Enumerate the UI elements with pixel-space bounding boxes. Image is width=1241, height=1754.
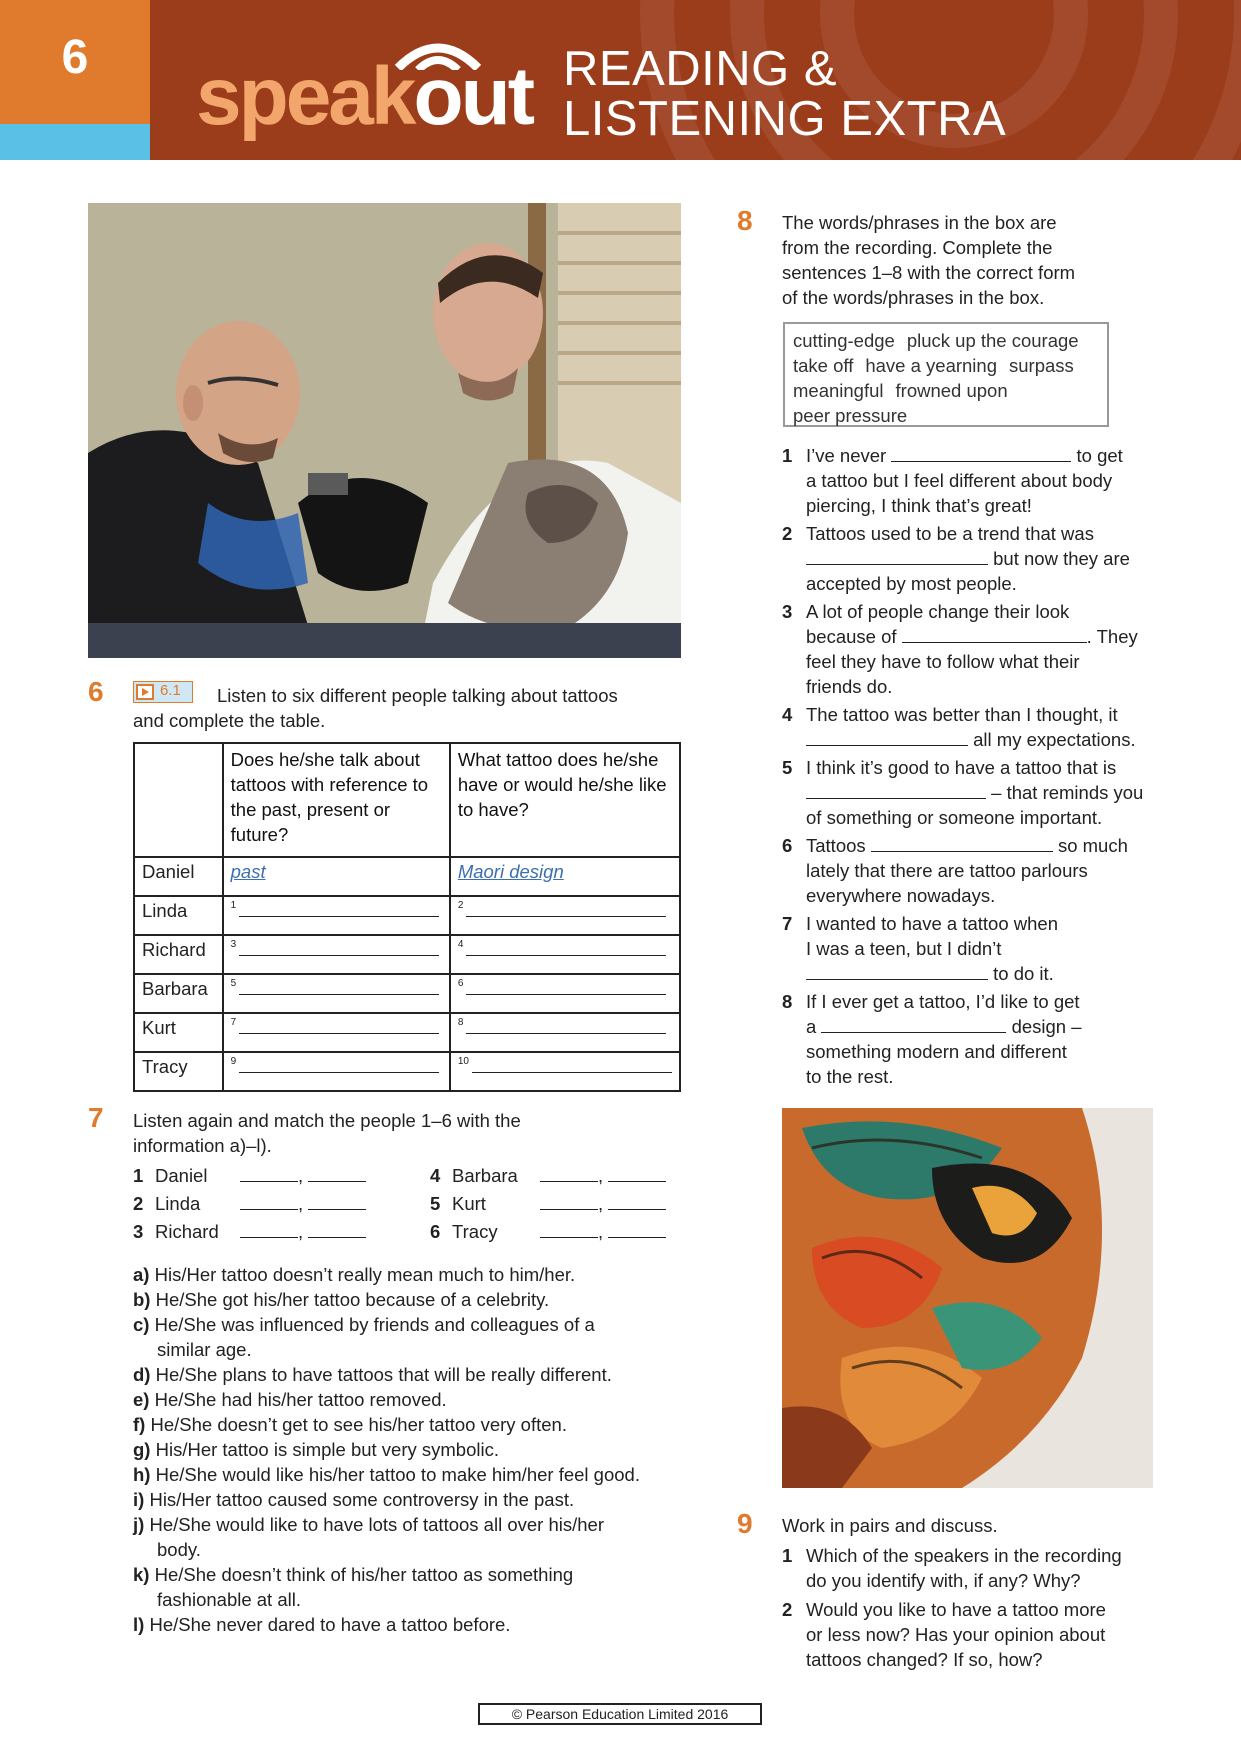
answer-blank[interactable]: [540, 1163, 598, 1182]
example-answer: Maori design: [457, 861, 564, 882]
box-word: cutting-edge: [793, 330, 895, 351]
answer-blank[interactable]: [308, 1163, 366, 1182]
copyright-footer: © Pearson Education Limited 2016: [478, 1703, 762, 1725]
column-header-time: Does he/she talk about tattoos with reference to the past, present or future?: [223, 743, 450, 857]
exercise-8-instruction: The words/phrases in the box are from the recording. Complete the sentences 1–8 with the correct form of the words/phrases in the box.: [782, 212, 1076, 308]
answer-blank[interactable]: [891, 445, 1071, 462]
answer-blank[interactable]: 8: [450, 1013, 680, 1052]
tattoo-sleeve-photo: [782, 1108, 1153, 1488]
table-row: [134, 857, 680, 896]
sentence-2: 2 Tattoos used to be a trend that was but now they are accepted by most people.: [782, 523, 1130, 594]
track-number: 6.1: [160, 682, 181, 699]
answer-blank[interactable]: 9: [223, 1052, 450, 1091]
answer-blank[interactable]: [806, 548, 988, 565]
exercise-6-table: [133, 742, 681, 1092]
list-item: b) He/She got his/her tattoo because of a celebrity.: [133, 1289, 550, 1310]
word-box: [783, 322, 1109, 427]
answer-blank[interactable]: [308, 1219, 366, 1238]
answer-blank[interactable]: 1: [223, 896, 450, 935]
discussion-question-1: 1 Which of the speakers in the recording do you identify with, if any? Why?: [782, 1545, 1122, 1591]
answer-blank[interactable]: [308, 1191, 366, 1210]
answer-blank[interactable]: [240, 1163, 298, 1182]
example-answer: past: [230, 861, 266, 882]
exercise-8-number: 8: [737, 205, 753, 236]
sentence-list: [782, 443, 1152, 1092]
table-row: [134, 1052, 680, 1091]
match-row: 4 Barbara ,: [430, 1162, 690, 1190]
table-row: [134, 974, 680, 1013]
answer-blank[interactable]: 7: [223, 1013, 450, 1052]
answer-blank[interactable]: [540, 1219, 598, 1238]
answer-blank[interactable]: [806, 729, 968, 746]
list-item: j) He/She would like to have lots of tattoos all over his/her body.: [133, 1514, 604, 1560]
sentence-3: 3 A lot of people change their look because of . They feel they have to follow what their friends do.: [782, 601, 1138, 697]
section-title: READING & LISTENING EXTRA: [563, 42, 1007, 146]
box-word: frowned upon: [895, 380, 1008, 401]
answer-blank[interactable]: [540, 1191, 598, 1210]
answer-blank[interactable]: [821, 1016, 1006, 1033]
tattoo-artist-photo: [88, 203, 681, 658]
person-name: Linda: [134, 896, 223, 935]
match-row: 3 Richard ,: [133, 1218, 393, 1246]
list-item: l) He/She never dared to have a tattoo before.: [133, 1614, 511, 1635]
answer-blank[interactable]: [806, 782, 986, 799]
answer-blank[interactable]: [608, 1191, 666, 1210]
exercise-9-number: 9: [737, 1508, 753, 1539]
box-word: peer pressure: [793, 405, 908, 426]
person-name: Kurt: [134, 1013, 223, 1052]
exercise-9-instruction: Work in pairs and discuss.: [782, 1515, 998, 1536]
match-row: 6 Tracy ,: [430, 1218, 690, 1246]
discussion-question-2: 2 Would you like to have a tattoo more or less now? Has your opinion about tattoos changed? If so, how?: [782, 1599, 1106, 1670]
play-icon: [136, 684, 154, 700]
match-list-right: [430, 1162, 690, 1246]
answer-blank[interactable]: [608, 1163, 666, 1182]
exercise-7-instruction: Listen again and match the people 1–6 with the: [133, 1110, 521, 1131]
box-word: meaningful: [793, 380, 884, 401]
table-row: [134, 1013, 680, 1052]
table-corner: [134, 743, 223, 857]
match-row: 2 Linda ,: [133, 1190, 393, 1218]
list-item: e) He/She had his/her tattoo removed.: [133, 1389, 447, 1410]
match-row: 5 Kurt ,: [430, 1190, 690, 1218]
table-row: [134, 935, 680, 974]
audio-track-badge[interactable]: [133, 681, 193, 703]
list-item: c) He/She was influenced by friends and colleagues of a similar age.: [133, 1314, 595, 1360]
list-item: k) He/She doesn’t think of his/her tattoo as something fashionable at all.: [133, 1564, 574, 1610]
speakout-logo: speakout: [196, 51, 532, 142]
information-list: [133, 1262, 693, 1637]
exercise-7-number: 7: [88, 1102, 104, 1133]
box-word: pluck up the courage: [906, 330, 1079, 351]
sentence-4: 4 The tattoo was better than I thought, it all my expectations.: [782, 704, 1136, 750]
person-name: Barbara: [134, 974, 223, 1013]
answer-blank[interactable]: [902, 626, 1087, 643]
sentence-1: 1 I’ve never to get a tattoo but I feel different about body piercing, I think that’s great!: [782, 445, 1123, 516]
exercise-6-number: 6: [88, 676, 104, 707]
table-header-row: [134, 743, 680, 857]
list-item: a) His/Her tattoo doesn’t really mean much to him/her.: [133, 1264, 576, 1285]
exercise-6-instruction-2: and complete the table.: [133, 710, 326, 731]
answer-blank[interactable]: 5: [223, 974, 450, 1013]
answer-blank[interactable]: 3: [223, 935, 450, 974]
unit-stripe: [0, 124, 150, 160]
box-word: take off: [793, 355, 854, 376]
unit-number: 6: [61, 31, 89, 84]
sentence-8: 8 If I ever get a tattoo, I’d like to get a design – something modern and different to the rest.: [782, 991, 1082, 1087]
box-word: surpass: [1009, 355, 1074, 376]
list-item: g) His/Her tattoo is simple but very symbolic.: [133, 1439, 499, 1460]
answer-blank[interactable]: [240, 1191, 298, 1210]
answer-blank[interactable]: [608, 1219, 666, 1238]
exercise-7-instruction-2: information a)–l).: [133, 1135, 272, 1156]
sentence-6: 6 Tattoos so much lately that there are tattoo parlours everywhere nowadays.: [782, 835, 1128, 906]
match-row: 1 Daniel ,: [133, 1162, 393, 1190]
answer-blank[interactable]: 2: [450, 896, 680, 935]
person-name: Daniel: [134, 857, 223, 896]
answer-blank[interactable]: [871, 835, 1053, 852]
sentence-7: 7 I wanted to have a tattoo when I was a teen, but I didn’t to do it.: [782, 913, 1058, 984]
answer-blank[interactable]: [806, 963, 988, 980]
column-header-tattoo: What tattoo does he/she have or would he/she like to have?: [450, 743, 680, 857]
sentence-5: 5 I think it’s good to have a tattoo that is – that reminds you of something or someone important.: [782, 757, 1144, 828]
list-item: h) He/She would like his/her tattoo to make him/her feel good.: [133, 1464, 640, 1485]
list-item: i) His/Her tattoo caused some controversy in the past.: [133, 1489, 575, 1510]
person-name: Tracy: [134, 1052, 223, 1091]
table-row: [134, 896, 680, 935]
list-item: f) He/She doesn’t get to see his/her tattoo very often.: [133, 1414, 567, 1435]
person-name: Richard: [134, 935, 223, 974]
exercise-6-instruction: Listen to six different people talking about tattoos: [217, 685, 618, 706]
box-word: have a yearning: [865, 355, 997, 376]
match-list-left: [133, 1162, 393, 1246]
answer-blank[interactable]: 4: [450, 935, 680, 974]
answer-blank[interactable]: 6: [450, 974, 680, 1013]
answer-blank[interactable]: 10: [450, 1052, 680, 1091]
list-item: d) He/She plans to have tattoos that will be really different.: [133, 1364, 612, 1385]
answer-blank[interactable]: [240, 1219, 298, 1238]
